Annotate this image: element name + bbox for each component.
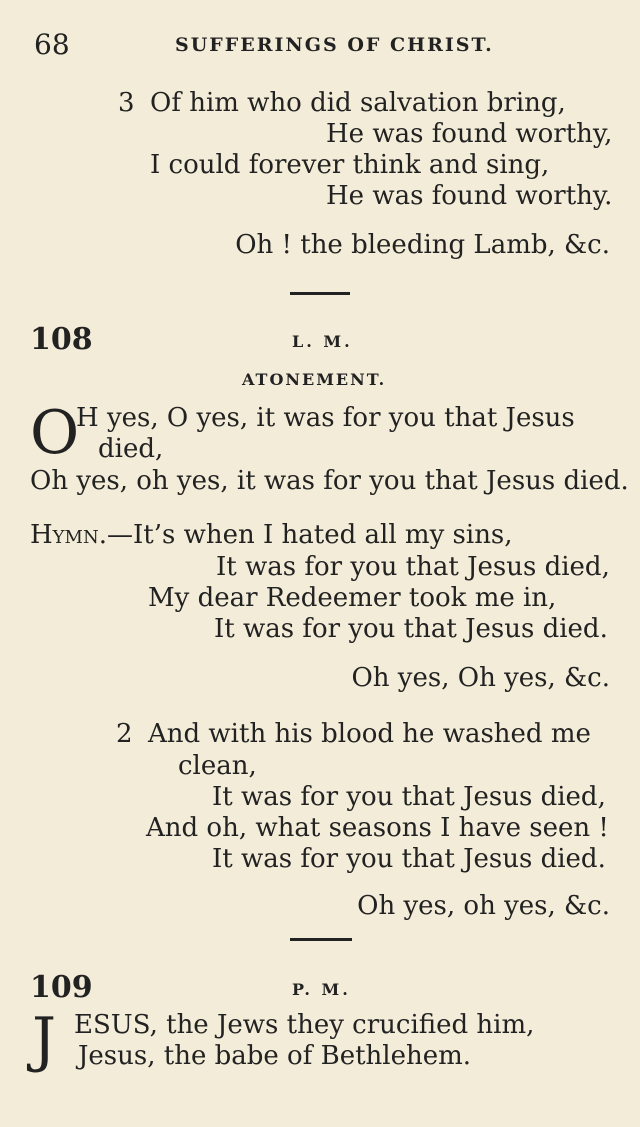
- verse-line: He was found worthy,: [326, 119, 613, 149]
- hymn-number: 108: [30, 322, 93, 357]
- page-number: 68: [34, 28, 70, 61]
- verse-line: And oh, what seasons I have seen !: [146, 813, 609, 843]
- verse-line: It was for you that Jesus died.: [212, 844, 606, 874]
- refrain-reference: Oh yes, Oh yes, &c.: [351, 663, 610, 693]
- drop-cap: J: [32, 1005, 57, 1075]
- verse-line: [30, 522, 513, 548]
- verse-line: ESUS, the Jews they crucified him,: [74, 1010, 535, 1040]
- hymn-meter: L. M.: [292, 332, 353, 351]
- running-title: SUFFERINGS OF CHRIST.: [175, 34, 494, 56]
- verse-line: He was found worthy.: [326, 181, 613, 211]
- verse-line: It was for you that Jesus died,: [212, 782, 606, 812]
- hymn-number: 109: [30, 970, 93, 1005]
- hymn-label: Hymn.: [30, 520, 108, 550]
- verse-line: It was for you that Jesus died.: [214, 614, 608, 644]
- verse-line: And with his blood he washed me: [148, 719, 591, 749]
- verse-text: —It’s when I hated all my sins,: [107, 520, 513, 550]
- stanza-number: 2: [116, 719, 133, 749]
- chorus-reference: Oh ! the bleeding Lamb, &c.: [235, 230, 610, 260]
- section-divider: [290, 938, 352, 941]
- hymn-meter: P. M.: [292, 980, 351, 999]
- verse-line: Jesus, the babe of Bethlehem.: [78, 1041, 472, 1071]
- verse-line: My dear Redeemer took me in,: [148, 583, 557, 613]
- section-divider: [290, 292, 350, 295]
- verse-line: Of him who did salvation bring,: [150, 88, 566, 118]
- verse-line: It was for you that Jesus died,: [216, 552, 610, 582]
- refrain-reference: Oh yes, oh yes, &c.: [357, 891, 610, 921]
- verse-line: died,: [98, 434, 164, 464]
- hymn-title: ATONEMENT.: [242, 370, 387, 389]
- verse-line: clean,: [178, 751, 257, 781]
- drop-cap: O: [30, 398, 80, 468]
- stanza-number: 3: [118, 88, 135, 118]
- verse-line: Oh yes, oh yes, it was for you that Jesus died.: [30, 466, 629, 496]
- verse-line: H yes, O yes, it was for you that Jesus: [76, 403, 575, 433]
- verse-line: I could forever think and sing,: [150, 150, 550, 180]
